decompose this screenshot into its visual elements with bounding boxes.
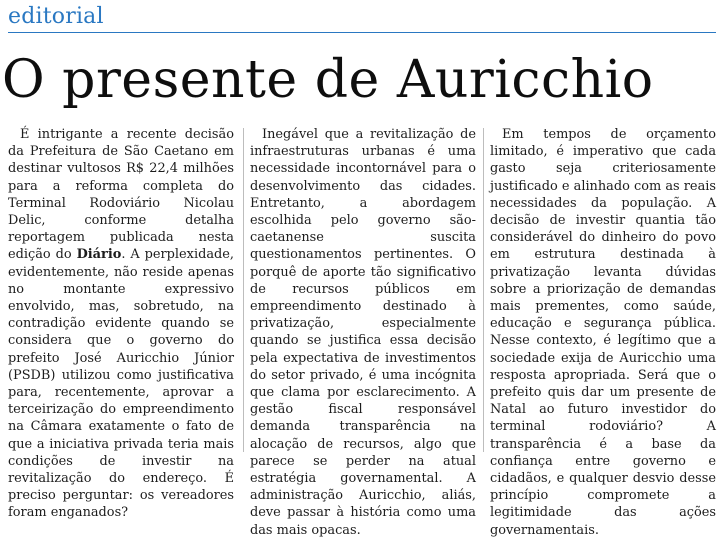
section-rule	[8, 32, 716, 33]
headline: O presente de Auricchio	[2, 50, 654, 110]
column-2-paragraph: Inegável que a revitalização de infraestruturas urbanas é uma necessidade incontornável para o desenvolvimento das cidades. Entretanto, a abordagem escolhida pelo governo são-caetanense suscita questionamentos pertinentes. O porquê de aporte tão significativo de recursos públicos em empreendimento destinado à privatização, especialmente quando se justifica essa decisão pela expectativa de investimentos do setor privado, é uma incógnita que clama por esclarecimento. A gestão fiscal responsável demanda transparência na alocação de recursos, algo que parece se perder na atual estratégia governamental. A administração Auricchio, aliás, deve passar à história como uma das mais opacas.	[250, 127, 476, 538]
column-3-paragraph: Em tempos de orçamento limitado, é imperativo que cada gasto seja criteriosamente justificado e alinhado com as reais necessidades da população. A decisão de investir quantia tão considerável do dinheiro do povo em estrutura destinada à privatização levanta dúvidas sobre a priorização de demandas mais prementes, como saúde, educação e segurança pública. Nesse contexto, é legítimo que a sociedade exija de Auricchio uma resposta apropriada. Será que o prefeito quis dar um presente de Natal ao futuro investidor do terminal rodoviário? A transparência é a base da confiança entre governo e cidadãos, e qualquer desvio desse princípio compromete a legitimidade das ações governamentais.	[490, 127, 716, 538]
column-divider	[243, 128, 244, 452]
column-1-text-b: . A perplexidade, evidentemente, não reside apenas no montante expressivo envolvido, mas, sobretudo, na contradição evidente quando se considera que o governo do prefeito José Auricchio Júnior (PSDB) utilizou como justificativa para, recentemente, aprovar a terceirização do empreendimento na Câmara exatamente o fato de que a iniciativa privada teria mais condições de investir na revitalização do endereço. É preciso perguntar: os vereadores foram enganados?	[8, 247, 234, 521]
column-1-paragraph	[8, 126, 234, 522]
section-tag: editorial	[8, 4, 104, 29]
column-1-text-a: É intrigante a recente decisão da Prefeitura de São Caetano em destinar vultosos R$ 22,4 milhões para a reforma completa do Terminal Rodoviário Nicolau Delic, conforme detalha reportagem publicada nesta edição do	[8, 127, 234, 263]
column-divider	[483, 128, 484, 452]
article-column-3	[490, 126, 716, 539]
article-column-1	[8, 126, 234, 522]
newspaper-name: Diário	[76, 247, 122, 263]
article-column-2	[250, 126, 476, 539]
